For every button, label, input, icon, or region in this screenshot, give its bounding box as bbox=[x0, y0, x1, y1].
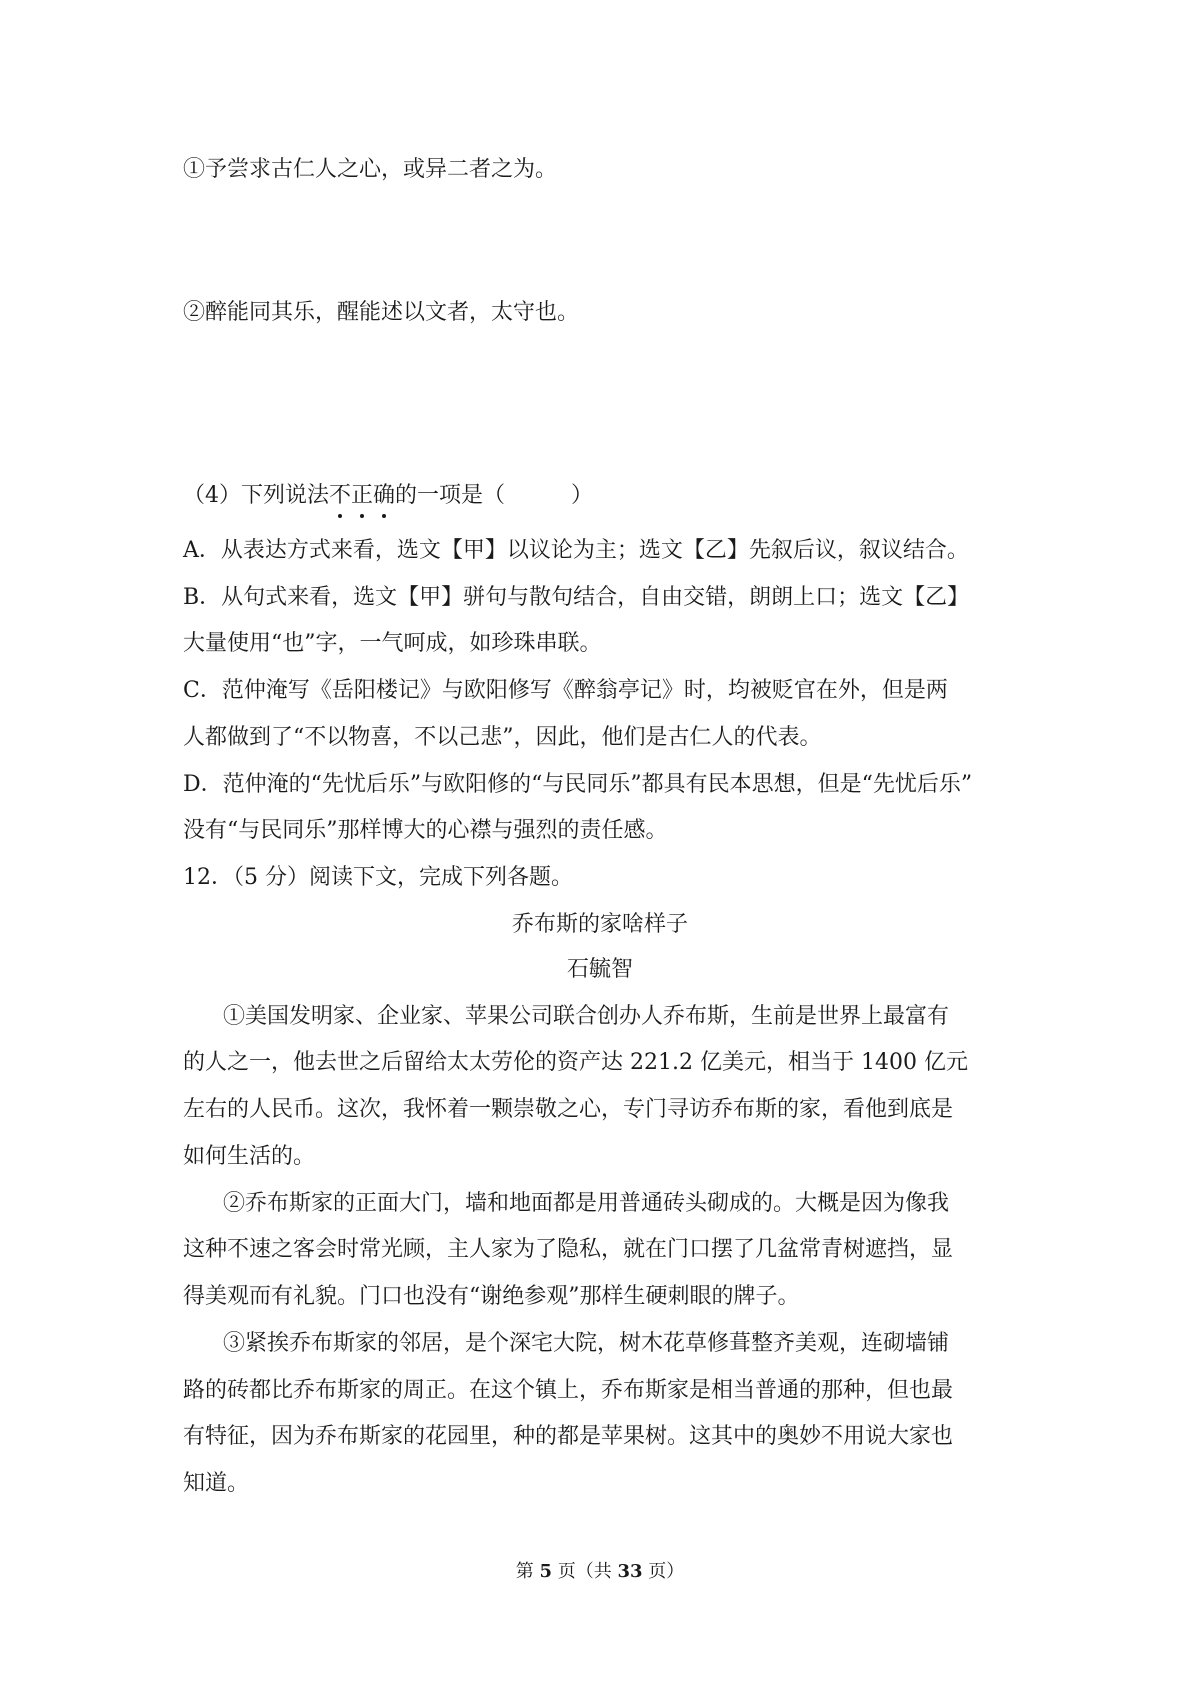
paragraph-2-line-1: ②乔布斯家的正面大门，墙和地面都是用普通砖头砌成的。大概是因为像我 bbox=[223, 1191, 950, 1216]
sentence-1: ①予尝求古仁人之心，或异二者之为。 bbox=[183, 157, 558, 182]
option-a: A．从表达方式来看，选文【甲】以议论为主；选文【乙】先叙后议，叙议结合。 bbox=[183, 538, 969, 563]
paragraph-3-line-2: 路的砖都比乔布斯家的周正。在这个镇上，乔布斯家是相当普通的那种，但也最 bbox=[183, 1378, 954, 1403]
paragraph-3-line-1: ③紧挨乔布斯家的邻居，是个深宅大院，树木花草修葺整齐美观，连砌墙铺 bbox=[223, 1331, 950, 1356]
option-c-line-1: C．范仲淹写《岳阳楼记》与欧阳修写《醉翁亭记》时，均被贬官在外，但是两 bbox=[183, 678, 948, 703]
question-4-stem bbox=[183, 481, 593, 511]
option-b-line-1: B．从句式来看，选文【甲】骈句与散句结合，自由交错，朗朗上口；选文【乙】 bbox=[183, 585, 970, 610]
option-b-line-2: 大量使用“也”字，一气呵成，如珍珠串联。 bbox=[183, 631, 602, 656]
emphasis-char-2: 正 bbox=[351, 481, 373, 511]
paragraph-1-line-3: 左右的人民币。这次，我怀着一颗崇敬之心，专门寻访乔布斯的家，看他到底是 bbox=[183, 1097, 954, 1122]
paragraph-2-line-3: 得美观而有礼貌。门口也没有“谢绝参观”那样生硬刺眼的牌子。 bbox=[183, 1284, 800, 1309]
paragraph-2-line-2: 这种不速之客会时常光顾，主人家为了隐私，就在门口摆了几盆常青树遮挡，显 bbox=[183, 1237, 954, 1262]
question-4-suffix: 的一项是（ ） bbox=[395, 483, 594, 508]
footer-post: 页） bbox=[648, 1561, 685, 1582]
option-c-line-2: 人都做到了“不以物喜，不以己悲”，因此，他们是古仁人的代表。 bbox=[183, 725, 822, 750]
paragraph-1-line-1: ①美国发明家、企业家、苹果公司联合创办人乔布斯，生前是世界上最富有 bbox=[223, 1004, 950, 1029]
question-12-header: 12．（5 分）阅读下文，完成下列各题。 bbox=[183, 865, 573, 890]
footer-mid: 页（共 bbox=[557, 1561, 612, 1582]
question-4-prefix: （4）下列说法 bbox=[183, 483, 329, 508]
emphasis-char-1: 不 bbox=[329, 481, 351, 511]
footer-page-number: 5 bbox=[539, 1561, 552, 1582]
option-d-line-1: D．范仲淹的“先忧后乐”与欧阳修的“与民同乐”都具有民本思想，但是“先忧后乐” bbox=[183, 772, 973, 797]
article-title: 乔布斯的家啥样子 bbox=[511, 912, 688, 937]
paragraph-3-line-3: 有特征，因为乔布斯家的花园里，种的都是苹果树。这其中的奥妙不用说大家也 bbox=[183, 1424, 954, 1449]
footer-total-pages: 33 bbox=[617, 1561, 643, 1582]
paragraph-1-line-2: 的人之一，他去世之后留给太太劳伦的资产达 221.2 亿美元，相当于 1400 亿元 bbox=[183, 1050, 968, 1075]
paragraph-1-line-4: 如何生活的。 bbox=[183, 1144, 316, 1169]
paragraph-3-line-4: 知道。 bbox=[183, 1471, 250, 1496]
article-author: 石毓智 bbox=[566, 957, 633, 982]
option-d-line-2: 没有“与民同乐”那样博大的心襟与强烈的责任感。 bbox=[183, 818, 668, 843]
sentence-2: ②醉能同其乐，醒能述以文者，太守也。 bbox=[183, 300, 580, 325]
footer-pre: 第 bbox=[515, 1561, 534, 1582]
page-footer bbox=[0, 1560, 1200, 1584]
emphasis-char-3: 确 bbox=[373, 481, 395, 511]
